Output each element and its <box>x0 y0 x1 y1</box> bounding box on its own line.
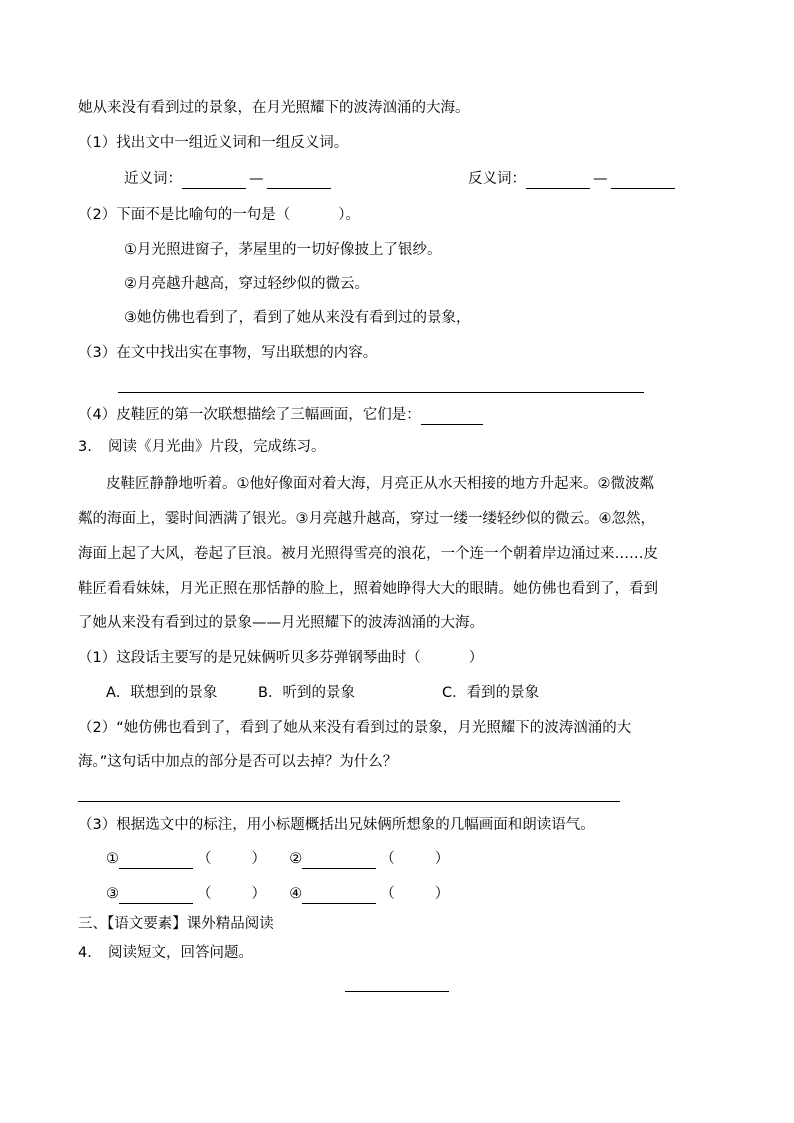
subquestion-text: 根据选文中的标注，用小标题概括出兄妹俩所想象的几幅画面和朗读语气。 <box>116 817 595 833</box>
marker-1: ① <box>106 851 119 867</box>
answer-line[interactable] <box>78 801 620 802</box>
paren-open: （ <box>197 886 212 902</box>
section-title: 三、【语文要素】课外精品阅读 <box>78 916 274 932</box>
question-number: 3. <box>78 439 92 455</box>
heading-blank-1[interactable] <box>119 854 193 869</box>
antonym-label: 反义词： <box>468 171 526 187</box>
choice-b[interactable]: B．听到的景象 <box>258 685 355 701</box>
paren-open: （ <box>380 851 395 867</box>
synonym-blank-1[interactable] <box>182 174 246 189</box>
heading-blank-4[interactable] <box>302 889 376 904</box>
subquestion-text: 这段话主要写的是兄妹俩听贝多芬弹钢琴曲时（ <box>116 650 421 666</box>
subquestion-number: （1） <box>78 650 117 666</box>
paren-open: （ <box>380 886 395 902</box>
passage-line-4: 鞋匠看看妹妹，月光正照在那恬静的脸上，照着她睁得大大的眼睛。她仿佛也看到了，看到 <box>78 581 658 597</box>
synonym-blank-2[interactable] <box>267 174 331 189</box>
subquestion-1 <box>78 133 348 153</box>
question-number: 4. <box>78 945 92 961</box>
heading-blank-3[interactable] <box>119 889 193 904</box>
heading-row-1 <box>106 849 449 869</box>
subquestion-text: “她仿佛也看到了，看到了她从来没有看到过的景象，月光照耀下的波涛汹涌的大 <box>116 720 632 736</box>
q3-subquestion-2-cont: 海。”这句话中加点的部分是否可以去掉？为什么？ <box>78 754 398 770</box>
paren-open: （ <box>197 851 212 867</box>
q3-subquestion-2 <box>78 718 631 738</box>
paren-close: ） <box>251 886 266 902</box>
subquestion-number: （1） <box>78 135 117 151</box>
heading-row-2 <box>106 884 449 904</box>
subquestion-text: 找出文中一组近义词和一组反义词。 <box>116 135 349 151</box>
antonym-blank-1[interactable] <box>526 174 590 189</box>
synonym-label: 近义词： <box>124 171 182 187</box>
subquestion-number: （3） <box>78 345 117 361</box>
q3-subquestion-3 <box>78 815 595 835</box>
answer-line[interactable] <box>118 392 644 393</box>
choice-c[interactable]: C．看到的景象 <box>442 685 540 701</box>
question-4-title <box>78 943 253 963</box>
option-3: ③她仿佛也看到了，看到了她从来没有看到过的景象， <box>124 310 471 326</box>
subquestion-text: 皮鞋匠的第一次联想描绘了三幅画面，它们是： <box>116 407 421 423</box>
marker-3: ③ <box>106 886 119 902</box>
question-3-title <box>78 437 326 457</box>
antonym-blank-2[interactable] <box>611 174 675 189</box>
subquestion-4 <box>78 405 483 425</box>
article-title-blank[interactable] <box>345 991 449 992</box>
paren-close: ） <box>434 851 450 867</box>
passage-line-2: 粼的海面上，霎时间洒满了银光。③月亮越升越高，穿过一缕一缕轻纱似的微云。④忽然， <box>78 511 655 527</box>
synonym-row <box>124 169 331 189</box>
marker-2: ② <box>289 851 303 867</box>
subquestion-3 <box>78 343 377 363</box>
option-1: ①月光照进窗子，茅屋里的一切好像披上了银纱。 <box>124 242 442 258</box>
marker-4: ④ <box>289 886 303 902</box>
question-text: 阅读短文，回答问题。 <box>108 945 253 961</box>
paren-close: ） <box>251 851 266 867</box>
subquestion-number: （4） <box>78 407 117 423</box>
antonym-row <box>468 169 675 189</box>
dash: — <box>593 171 608 187</box>
heading-blank-2[interactable] <box>302 854 376 869</box>
subquestion-text: 下面不是比喻句的一句是（ <box>116 207 291 223</box>
subquestion-number: （3） <box>78 817 117 833</box>
subquestion-number: （2） <box>78 720 117 736</box>
q3-subquestion-1 <box>78 648 483 668</box>
choice-a[interactable]: A．联想到的景象 <box>106 685 218 701</box>
paren-close: ） <box>434 886 450 902</box>
question-text: 阅读《月光曲》片段，完成练习。 <box>108 439 326 455</box>
passage-line-3: 海面上起了大风，卷起了巨浪。被月光照得雪亮的浪花，一个连一个朝着岸边涌过来……皮 <box>78 546 658 562</box>
subquestion-2 <box>78 205 360 225</box>
answer-blank[interactable] <box>421 410 483 425</box>
subquestion-number: （2） <box>78 207 117 223</box>
passage-line-1: 皮鞋匠静静地听着。①他好像面对着大海，月亮正从水天相接的地方升起来。②微波粼 <box>106 476 654 492</box>
subquestion-text: 在文中找出实在事物，写出联想的内容。 <box>116 345 378 361</box>
subquestion-text-end: ） <box>468 650 484 666</box>
passage-tail: 她从来没有看到过的景象，在月光照耀下的波涛汹涌的大海。 <box>78 100 470 116</box>
option-2: ②月亮越升越高，穿过轻纱似的微云。 <box>124 276 369 292</box>
dash: — <box>249 171 264 187</box>
passage-line-5: 了她从来没有看到过的景象——月光照耀下的波涛汹涌的大海。 <box>78 615 484 631</box>
subquestion-text-end: ）。 <box>338 207 360 223</box>
